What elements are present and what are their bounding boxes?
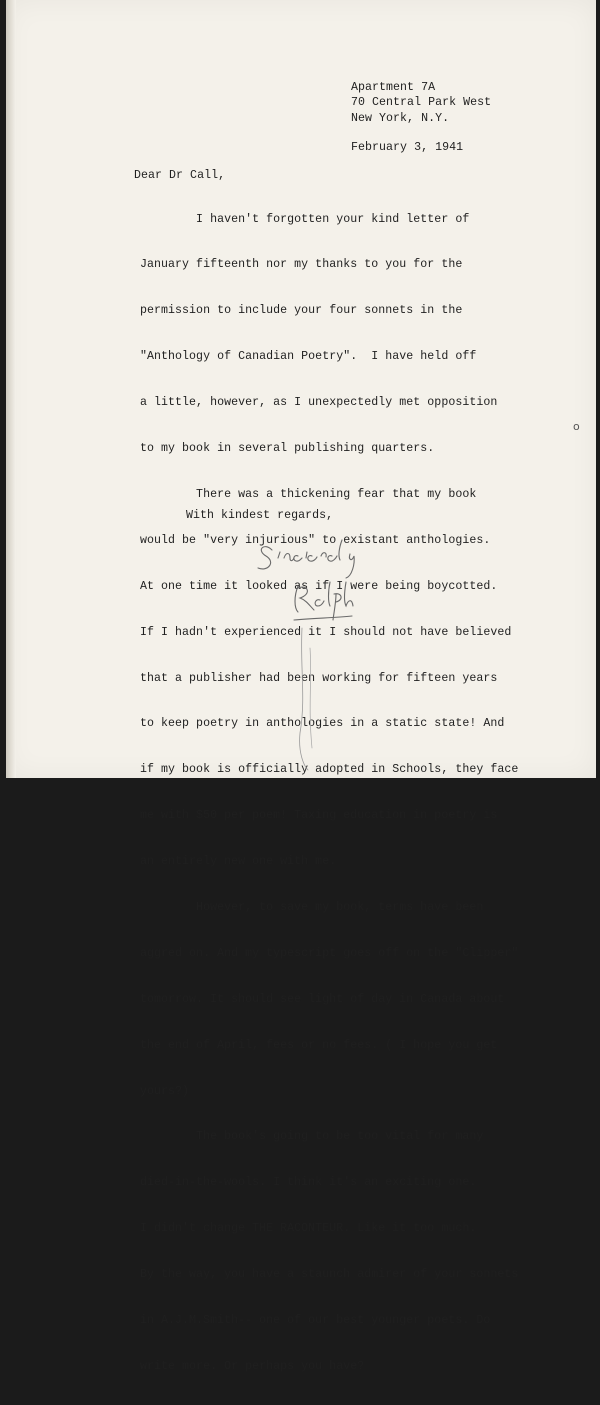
body-line: At one time it looked as if I were being boycotted.	[140, 579, 498, 593]
handwritten-signature	[254, 528, 404, 773]
body-line: write more. Or perhaps you have?	[140, 1359, 365, 1373]
sender-address	[351, 80, 491, 126]
body-line: me with $50 per poem! Taxing education in poetry is	[140, 809, 498, 823]
address-line: Apartment 7A	[351, 81, 436, 94]
body-line: By the way, you have a staunch admirer of your sonnets	[140, 1268, 519, 1282]
closing: With kindest regards,	[186, 509, 334, 522]
body-line: if my book is officially adopted in Schools, they face	[140, 763, 519, 777]
letter-date: February 3, 1941	[351, 141, 464, 154]
body-line: tomorrow. It should see light of day in Canada about	[140, 992, 505, 1006]
body-line: However, to save my book, terms have been	[140, 900, 484, 914]
signature-text-hidden: Sincerely, Ralph	[254, 528, 264, 529]
body-line: permission to include your four sonnets in the	[140, 304, 463, 318]
body-line: There was a thickening fear that my book	[140, 487, 477, 501]
body-line: January fifteenth nor my thanks to you for the	[140, 258, 463, 272]
salutation: Dear Dr Call,	[134, 169, 226, 182]
body-line: an entirely new one with me.	[140, 855, 337, 869]
address-line: 70 Central Park West	[351, 96, 492, 110]
body-line: the end of April, fees or no fees. ( I hope you get	[140, 1038, 498, 1052]
body-line: to my book in several publishing quarters.	[140, 442, 435, 456]
body-line: If I hadn't experienced it I should not have believed	[140, 625, 512, 639]
body-line: would be "very injurious" to existant anthologies.	[140, 533, 491, 547]
body-line: in A.J.M.Smith-- one of our best younger poets. Do	[140, 1313, 491, 1327]
letter-page	[6, 0, 596, 1373]
margin-mark: o	[573, 420, 580, 433]
body-line: aggred on. And my typescript goes off on the "Clipper"	[140, 946, 519, 960]
body-line: died-in-the-wools. I think it's an exciting one.	[140, 1176, 477, 1190]
body-line: a little, however, as I unexpectedly met opposition	[140, 396, 498, 410]
body-line: that a publisher had been working for fifteen years	[140, 671, 498, 685]
body-line: The book's going to be too vital for many	[140, 1130, 484, 1144]
body-line: I haven't forgotten your kind letter of	[140, 212, 470, 226]
address-line: New York, N.Y.	[351, 111, 450, 125]
letter-body	[140, 181, 518, 1405]
body-line: yours?)	[140, 1084, 190, 1098]
body-line: to keep poetry in anthologies in a static state! And	[140, 717, 505, 731]
body-line: I didn't change THE RACONTEUR. Like it too much.	[140, 1222, 477, 1236]
body-line: "Anthology of Canadian Poetry". I have held off	[140, 350, 477, 364]
page-edge-shadow	[6, 0, 16, 778]
